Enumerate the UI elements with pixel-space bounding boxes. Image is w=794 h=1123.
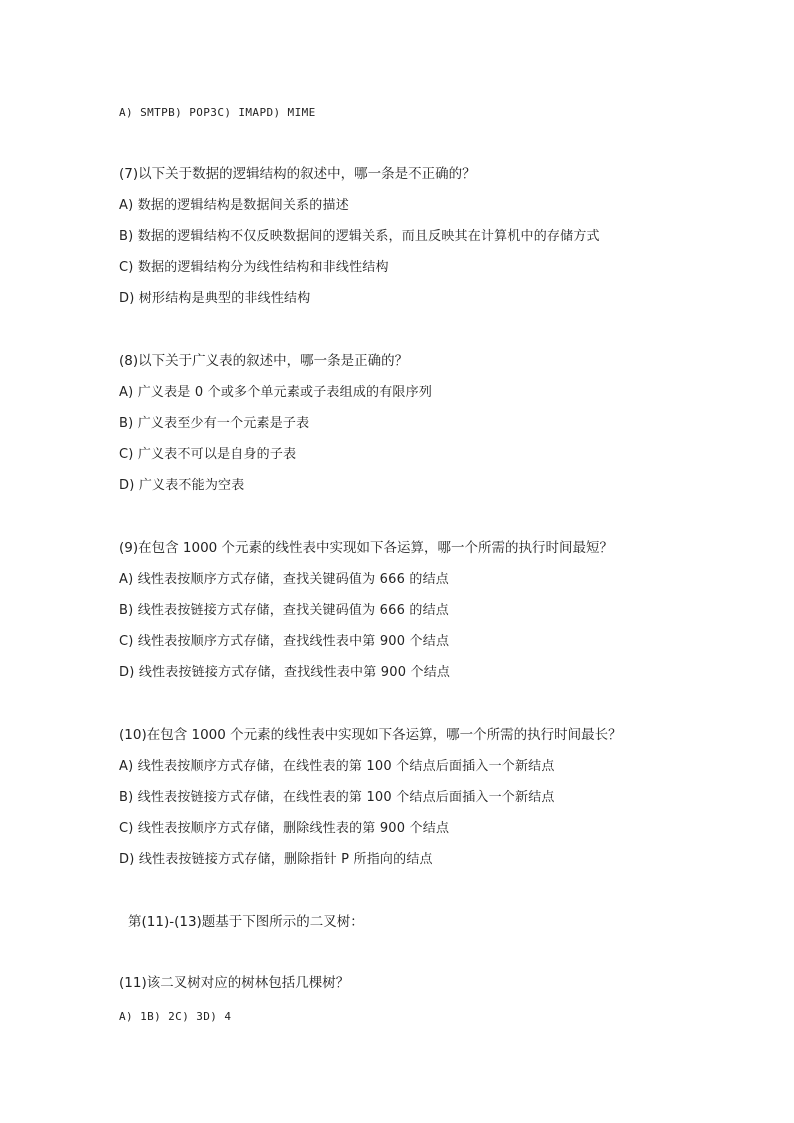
q10-option-a: A) 线性表按顺序方式存储，在线性表的第 100 个结点后面插入一个新结点 (119, 759, 555, 774)
q7-option-a: A) 数据的逻辑结构是数据间关系的描述 (119, 198, 349, 213)
q10-question: (10)在包含 1000 个元素的线性表中实现如下各运算，哪一个所需的执行时间最长？ (119, 727, 622, 743)
q8-option-b: B) 广义表至少有一个元素是子表 (119, 416, 310, 431)
q8-option-a: A) 广义表是 0 个或多个单元素或子表组成的有限序列 (119, 385, 433, 400)
q7-option-c: C) 数据的逻辑结构分为线性结构和非线性结构 (119, 260, 389, 275)
q11-question: (11)该二叉树对应的树林包括几棵树？ (119, 975, 350, 991)
section-note: 第(11)-(13)题基于下图所示的二叉树： (128, 914, 364, 930)
q9-question: (9)在包含 1000 个元素的线性表中实现如下各运算，哪一个所需的执行时间最短？ (119, 540, 614, 556)
q8-option-d: D) 广义表不能为空表 (119, 478, 245, 493)
q7-question: (7)以下关于数据的逻辑结构的叙述中，哪一条是不正确的？ (119, 166, 476, 182)
q11-options: A) 1B) 2C) 3D) 4 (119, 1010, 232, 1023)
q7-option-d: D) 树形结构是典型的非线性结构 (119, 291, 311, 306)
q10-option-b: B) 线性表按链接方式存储，在线性表的第 100 个结点后面插入一个新结点 (119, 790, 555, 805)
q8-question: (8)以下关于广义表的叙述中，哪一条是正确的？ (119, 353, 409, 369)
q7-option-b: B) 数据的逻辑结构不仅反映数据间的逻辑关系，而且反映其在计算机中的存储方式 (119, 229, 600, 244)
q9-option-b: B) 线性表按链接方式存储，查找关键码值为 666 的结点 (119, 603, 450, 618)
q10-option-c: C) 线性表按顺序方式存储，删除线性表的第 900 个结点 (119, 821, 450, 836)
q10-option-d: D) 线性表按链接方式存储，删除指针 P 所指向的结点 (119, 852, 433, 867)
q6-options: A) SMTPB) POP3C) IMAPD) MIME (119, 106, 316, 119)
q9-option-d: D) 线性表按链接方式存储，查找线性表中第 900 个结点 (119, 665, 451, 680)
q9-option-c: C) 线性表按顺序方式存储，查找线性表中第 900 个结点 (119, 634, 450, 649)
q8-option-c: C) 广义表不可以是自身的子表 (119, 447, 297, 462)
q9-option-a: A) 线性表按顺序方式存储，查找关键码值为 666 的结点 (119, 572, 449, 587)
